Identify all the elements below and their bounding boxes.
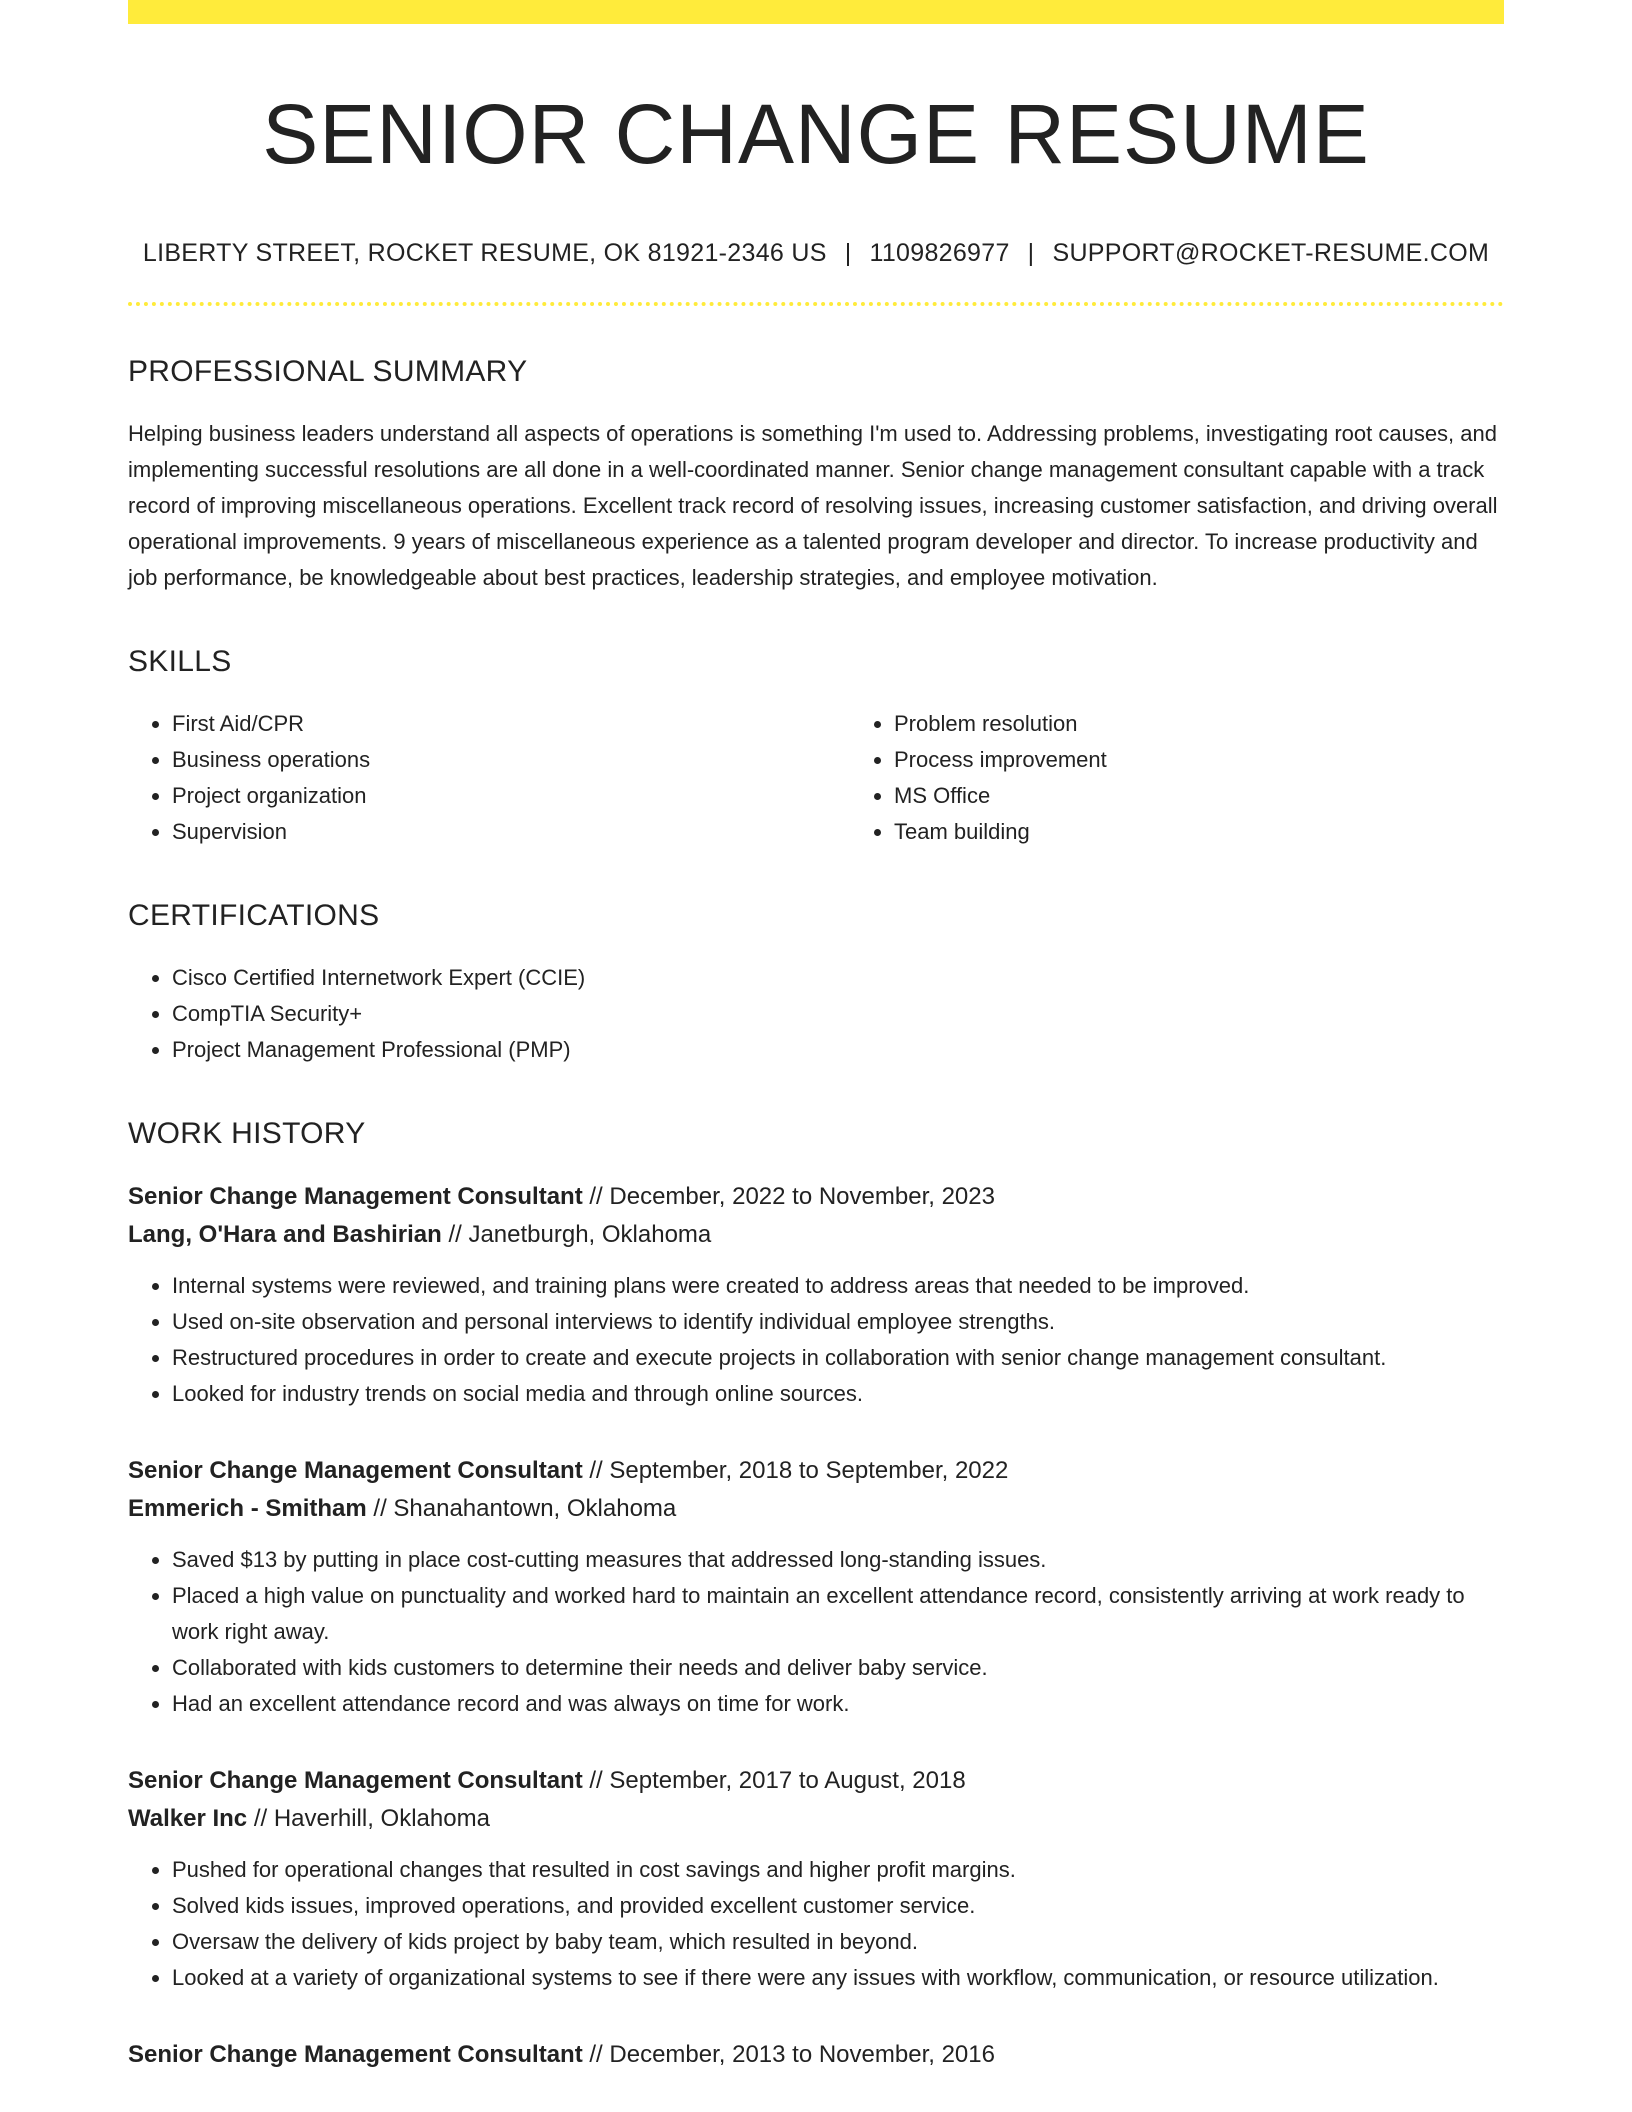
skills-list-right bbox=[850, 706, 1572, 850]
certifications-list bbox=[128, 960, 1504, 1068]
job-entry bbox=[128, 1178, 1504, 1412]
job-role: Senior Change Management Consultant bbox=[128, 1182, 583, 1210]
contact-line bbox=[128, 238, 1504, 268]
certification-item: • CompTIA Security+ bbox=[172, 996, 1504, 1032]
skill-item: • Process improvement bbox=[894, 742, 1572, 778]
job-bullet: • Collaborated with kids customers to determine their needs and deliver baby service. bbox=[172, 1650, 1504, 1686]
job-location: // Janetburgh, Oklahoma bbox=[441, 1220, 712, 1248]
summary-section bbox=[128, 354, 1504, 596]
job-bullet: • Used on-site observation and personal interviews to identify individual employee strengths. bbox=[172, 1304, 1504, 1340]
job-bullet: • Looked at a variety of organizational systems to see if there were any issues with workflow, communication, or resource utilization. bbox=[172, 1960, 1504, 1996]
resume-page bbox=[128, 0, 1504, 2074]
certification-item: • Cisco Certified Internetwork Expert (CCIE) bbox=[172, 960, 1504, 996]
contact-separator: | bbox=[844, 238, 852, 267]
job-bullet: • Internal systems were reviewed, and training plans were created to address areas that needed to be improved. bbox=[172, 1268, 1504, 1304]
skill-item: • Business operations bbox=[172, 742, 850, 778]
contact-phone: 1109826977 bbox=[869, 238, 1010, 267]
job-company-line bbox=[128, 1800, 1504, 1838]
certification-item: • Project Management Professional (PMP) bbox=[172, 1032, 1504, 1068]
skills-list-left bbox=[128, 706, 850, 850]
certifications-section bbox=[128, 898, 1504, 1068]
job-title-line bbox=[128, 2036, 1504, 2074]
work-history-section bbox=[128, 1116, 1504, 2074]
section-title-certifications: CERTIFICATIONS bbox=[128, 898, 380, 932]
section-title-skills: SKILLS bbox=[128, 644, 232, 678]
resume-name: SENIOR CHANGE RESUME bbox=[262, 87, 1370, 181]
job-company-line bbox=[128, 1490, 1504, 1528]
skills-grid bbox=[128, 706, 1504, 850]
section-title-summary: PROFESSIONAL SUMMARY bbox=[128, 354, 528, 388]
job-location: // Shanahantown, Oklahoma bbox=[366, 1494, 677, 1522]
job-bullet: • Looked for industry trends on social media and through online sources. bbox=[172, 1376, 1504, 1412]
contact-email: SUPPORT@ROCKET-RESUME.COM bbox=[1052, 238, 1490, 267]
job-title-line bbox=[128, 1178, 1504, 1216]
job-bullets bbox=[128, 1852, 1504, 1996]
job-bullets bbox=[128, 1542, 1504, 1722]
job-dates: // December, 2022 to November, 2023 bbox=[582, 1182, 995, 1210]
job-entry bbox=[128, 1452, 1504, 1722]
skill-item: • Problem resolution bbox=[894, 706, 1572, 742]
skill-item: • First Aid/CPR bbox=[172, 706, 850, 742]
contact-separator: | bbox=[1027, 238, 1035, 267]
job-bullet: • Solved kids issues, improved operations, and provided excellent customer service. bbox=[172, 1888, 1504, 1924]
job-company: Walker Inc bbox=[128, 1804, 248, 1832]
job-company: Emmerich - Smitham bbox=[128, 1494, 367, 1522]
section-title-work-history: WORK HISTORY bbox=[128, 1116, 366, 1150]
job-entry bbox=[128, 2036, 1504, 2074]
job-company-line bbox=[128, 1216, 1504, 1254]
job-dates: // December, 2013 to November, 2016 bbox=[582, 2040, 995, 2068]
skill-item: • Team building bbox=[894, 814, 1572, 850]
job-bullets bbox=[128, 1268, 1504, 1412]
accent-top-bar bbox=[128, 0, 1504, 24]
dotted-divider bbox=[128, 302, 1504, 306]
job-entry bbox=[128, 1762, 1504, 1996]
job-title-line bbox=[128, 1452, 1504, 1490]
job-dates: // September, 2017 to August, 2018 bbox=[582, 1766, 966, 1794]
job-role: Senior Change Management Consultant bbox=[128, 2040, 583, 2068]
skills-section bbox=[128, 644, 1504, 850]
job-role: Senior Change Management Consultant bbox=[128, 1766, 583, 1794]
job-bullet: • Oversaw the delivery of kids project by baby team, which resulted in beyond. bbox=[172, 1924, 1504, 1960]
job-location: // Haverhill, Oklahoma bbox=[247, 1804, 490, 1832]
job-bullet: • Saved $13 by putting in place cost-cutting measures that addressed long-standing issues. bbox=[172, 1542, 1504, 1578]
job-bullet: • Had an excellent attendance record and was always on time for work. bbox=[172, 1686, 1504, 1722]
job-bullet: • Restructured procedures in order to create and execute projects in collaboration with senior change management consultant. bbox=[172, 1340, 1504, 1376]
job-bullet: • Pushed for operational changes that resulted in cost savings and higher profit margins. bbox=[172, 1852, 1504, 1888]
job-company: Lang, O'Hara and Bashirian bbox=[128, 1220, 442, 1248]
job-dates: // September, 2018 to September, 2022 bbox=[582, 1456, 1009, 1484]
contact-address: LIBERTY STREET, ROCKET RESUME, OK 81921-2346 US bbox=[142, 238, 827, 267]
job-bullet: • Placed a high value on punctuality and worked hard to maintain an excellent attendance record, consistently arriving at work ready to work right away. bbox=[172, 1578, 1504, 1650]
job-title-line bbox=[128, 1762, 1504, 1800]
skill-item: • Project organization bbox=[172, 778, 850, 814]
skill-item: • Supervision bbox=[172, 814, 850, 850]
job-role: Senior Change Management Consultant bbox=[128, 1456, 583, 1484]
summary-text: Helping business leaders understand all aspects of operations is something I'm used to. Addressing problems, investigating root causes, and implementing successful resolutions are all done in a well-coordinated manner. Senior change management consultant capable with a track record of improving miscellaneous operations. Excellent track record of resolving issues, increasing customer satisfaction, and driving overall operational improvements. 9 years of miscellaneous experience as a talented program developer and director. To increase productivity and job performance, be knowledgeable about best practices, leadership strategies, and employee motivation. bbox=[128, 420, 1498, 590]
skill-item: • MS Office bbox=[894, 778, 1572, 814]
